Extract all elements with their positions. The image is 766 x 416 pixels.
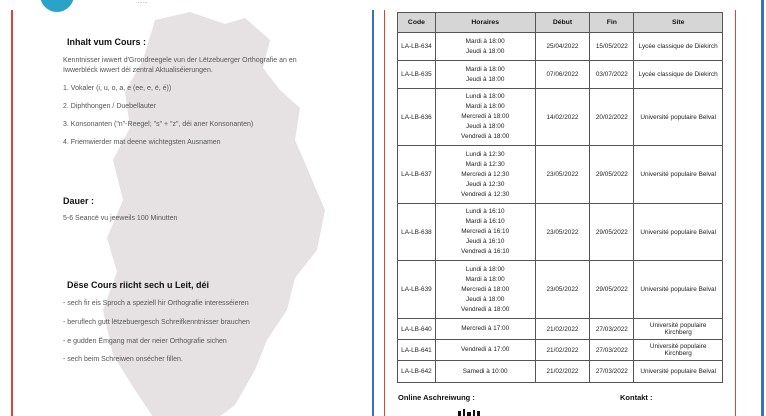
cell-fin: 15/05/2022: [590, 33, 634, 61]
horaire-line: Mercredi à 17:00: [461, 325, 510, 332]
topic-item: 2. Diphthongen / Duebellauter: [63, 103, 157, 110]
cell-horaires: [435, 261, 535, 319]
schedule-table: [397, 12, 723, 383]
table-row: [398, 319, 723, 340]
cell-site: Université populaire Belval: [634, 204, 723, 261]
header-code: Code: [398, 13, 436, 33]
cell-code: LA-LB-634: [398, 33, 436, 61]
audience-title: Dëse Cours riicht sech u Leit, déi: [67, 280, 210, 290]
contact-label: Kontakt :: [620, 393, 653, 402]
table-row: [398, 204, 723, 261]
cell-site: Lycée classique de Diekirch: [634, 33, 723, 61]
cell-fin: 29/05/2022: [590, 146, 634, 204]
cell-code: LA-LB-635: [398, 61, 436, 89]
intro-line: Iwwerbléck iwwert déi zentral Aktualiséierungen.: [63, 67, 213, 74]
header-site: Site: [634, 13, 723, 33]
audience-item: - sech beim Schreiwen onsécher fillen.: [63, 356, 183, 363]
duration-title: Dauer :: [63, 196, 95, 206]
cell-horaires: [435, 204, 535, 261]
table-row: [398, 89, 723, 146]
cell-debut: 21/02/2022: [535, 319, 590, 340]
horaire-line: Mercredi à 18:00: [461, 285, 510, 293]
table-row: [398, 146, 723, 204]
cell-code: LA-LB-639: [398, 261, 436, 319]
online-registration-label: Online Aschreiwung :: [398, 393, 475, 402]
cell-code: LA-LB-642: [398, 361, 436, 383]
cell-horaires: [435, 33, 535, 61]
horaire-line: Mardi à 16:10: [465, 218, 505, 225]
horaire-line: Lundi à 12:30: [465, 150, 505, 158]
logo-caption: ·······: [136, 0, 148, 6]
table-row: [398, 33, 723, 61]
cell-code: LA-LB-640: [398, 319, 436, 340]
cell-fin: 03/07/2022: [590, 61, 634, 89]
cell-site: Université populaire Kirchberg: [634, 319, 723, 340]
horaire-line: Jeudi à 18:00: [466, 123, 505, 130]
cell-site: Université populaire Belval: [634, 361, 723, 383]
cell-horaires: [435, 340, 535, 361]
audience-item: - sech fir eis Sproch a speziell hir Orthografie interesséieren: [63, 300, 249, 307]
cell-fin: 29/05/2022: [590, 204, 634, 261]
right-red-rule: [735, 10, 736, 416]
table-row: [398, 361, 723, 383]
cell-fin: 27/03/2022: [590, 319, 634, 340]
left-red-rule: [11, 10, 13, 416]
horaire-line: Vendredi à 12:30: [461, 190, 510, 198]
cell-site: Université populaire Belval: [634, 89, 723, 146]
cell-debut: 23/05/2022: [535, 146, 590, 204]
logo-icon: [40, 0, 74, 12]
cell-code: LA-LB-638: [398, 204, 436, 261]
cell-code: LA-LB-636: [398, 89, 436, 146]
audience-item: - beruflech gutt lëtzebuergesch Schreifkenntnisser brauchen: [63, 319, 250, 326]
cell-fin: 27/03/2022: [590, 361, 634, 383]
cell-debut: 21/02/2022: [535, 340, 590, 361]
horaire-line: Jeudi à 16:10: [466, 238, 505, 245]
topic-item: 3. Konsonanten ("n"-Reegel; "s" + "z", déi aner Konsonanten): [63, 121, 254, 128]
table-header-row: [398, 13, 723, 33]
cell-site: Université populaire Belval: [634, 146, 723, 204]
cell-fin: 29/05/2022: [590, 261, 634, 319]
horaire-line: Mercredi à 18:00: [461, 113, 510, 120]
cell-debut: 23/05/2022: [535, 204, 590, 261]
cell-site: Université populaire Kirchberg: [634, 340, 723, 361]
horaire-line: Jeudi à 18:00: [466, 295, 505, 303]
horaire-line: Jeudi à 18:00: [466, 75, 505, 83]
cell-fin: 27/03/2022: [590, 340, 634, 361]
cell-horaires: [435, 361, 535, 383]
horaire-line: Mardi à 18:00: [465, 103, 505, 110]
cell-site: Université populaire Belval: [634, 261, 723, 319]
cell-debut: 25/04/2022: [535, 33, 590, 61]
horaire-line: Jeudi à 18:00: [466, 47, 505, 55]
horaire-line: Mercredi à 12:30: [461, 170, 510, 178]
audience-item: - e gudden Ëmgang mat der neier Orthografie sichen: [63, 338, 227, 345]
topic-item: 1. Vokaler (i, u, o, a, e (ee, e, ë, é)): [63, 85, 172, 92]
duration-text: 5-6 Seancë vu jeeweils 100 Minutten: [63, 215, 178, 222]
cell-debut: 23/05/2022: [535, 261, 590, 319]
horaire-line: Lundi à 16:10: [465, 208, 505, 215]
horaire-line: Vendredi à 16:10: [461, 248, 510, 255]
center-blue-rule: [372, 10, 374, 416]
horaire-line: Mardi à 18:00: [465, 275, 505, 283]
cell-fin: 20/02/2022: [590, 89, 634, 146]
header-horaires: Horaires: [435, 13, 535, 33]
cell-code: LA-LB-637: [398, 146, 436, 204]
content-title: Inhalt vum Cours :: [67, 37, 147, 47]
horaire-line: Mardi à 18:00: [465, 37, 505, 45]
table-row: [398, 261, 723, 319]
horaire-line: Vendredi à 18:00: [461, 305, 510, 313]
table-row: [398, 61, 723, 89]
cell-debut: 14/02/2022: [535, 89, 590, 146]
horaire-line: Samedi à 10:00: [462, 367, 508, 375]
table-row: [398, 340, 723, 361]
horaire-line: Jeudi à 12:30: [466, 180, 505, 188]
header-fin: Fin: [590, 13, 634, 33]
cell-code: LA-LB-641: [398, 340, 436, 361]
cell-horaires: [435, 61, 535, 89]
cell-debut: 21/02/2022: [535, 361, 590, 383]
topic-item: 4. Friemwierder mat deene wichtegsten Ausnamen: [63, 139, 221, 146]
horaire-line: Lundi à 18:00: [465, 265, 505, 273]
cell-horaires: [435, 319, 535, 340]
horaire-line: Vendredi à 17:00: [461, 346, 510, 353]
horaire-line: Mercredi à 16:10: [461, 228, 510, 235]
intro-line: Kenntnisser iwwert d'Grondreegele vun der Lëtzebuerger Orthografie an en: [63, 57, 297, 64]
cell-horaires: [435, 89, 535, 146]
cell-horaires: [435, 146, 535, 204]
cell-debut: 07/06/2022: [535, 61, 590, 89]
header-debut: Début: [535, 13, 590, 33]
cell-site: Lycée classique de Diekirch: [634, 61, 723, 89]
horaire-line: Mardi à 12:30: [465, 160, 505, 168]
center-red-rule: [384, 10, 385, 416]
horaire-line: Mardi à 18:00: [465, 65, 505, 73]
right-blue-rule: [761, 0, 764, 416]
qr-code-icon: [458, 409, 480, 416]
horaire-line: Lundi à 18:00: [465, 93, 505, 100]
horaire-line: Vendredi à 18:00: [461, 133, 510, 140]
